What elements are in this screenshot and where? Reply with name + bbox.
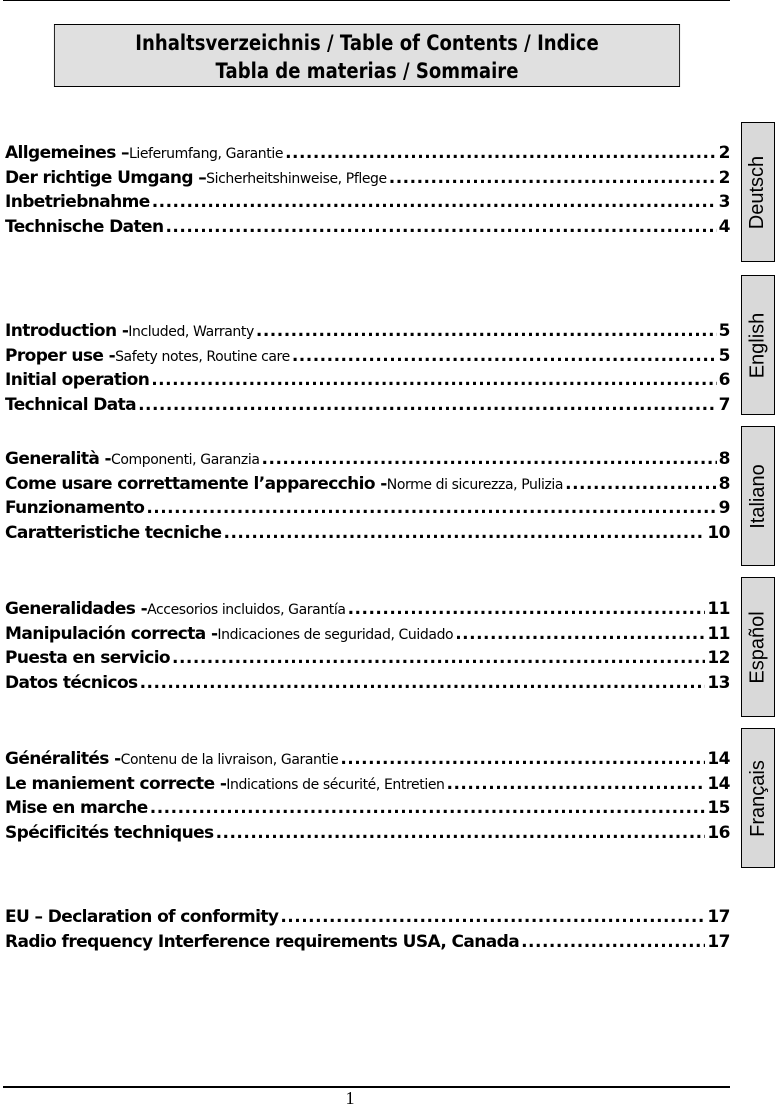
toc-entry-title: Technical Data bbox=[5, 394, 137, 415]
dot-leader bbox=[152, 192, 717, 212]
toc-entry-page-number: 9 bbox=[718, 498, 730, 518]
toc-entry bbox=[5, 217, 730, 242]
dot-leader bbox=[348, 599, 706, 619]
language-tab-label: Français bbox=[746, 759, 769, 837]
toc-entry-subtitle: Included, Warranty bbox=[128, 324, 254, 340]
toc-entry-title: Caratteristiche tecniche bbox=[5, 522, 222, 543]
toc-entry-title: Généralités - bbox=[5, 749, 121, 769]
dot-leader bbox=[150, 798, 706, 818]
dot-leader bbox=[389, 168, 717, 188]
toc-title-line-1: Inhaltsverzeichnis / Table of Contents / Indice bbox=[135, 31, 599, 55]
dot-leader bbox=[151, 370, 716, 390]
toc-entry-subtitle: Indications de sécurité, Entretien bbox=[226, 776, 445, 793]
toc-entry-title: Generalidades - bbox=[5, 599, 148, 619]
toc-section bbox=[5, 449, 730, 547]
dot-leader bbox=[146, 498, 716, 518]
toc-section bbox=[5, 321, 730, 419]
toc-entry bbox=[5, 774, 730, 799]
toc-entry-subtitle: Contenu de la livraison, Garantie bbox=[120, 752, 339, 768]
toc-entry bbox=[5, 599, 730, 624]
toc-entry-subtitle: Accesorios incluidos, Garantía bbox=[147, 602, 346, 618]
dot-leader bbox=[256, 321, 717, 341]
toc-entry bbox=[5, 449, 730, 474]
toc-entry bbox=[5, 370, 730, 395]
toc-entry-page-number: 12 bbox=[707, 648, 730, 668]
dot-leader bbox=[285, 143, 717, 163]
toc-entry-page-number: 8 bbox=[718, 473, 730, 494]
toc-entry-page-number: 15 bbox=[707, 798, 730, 818]
toc-entry bbox=[5, 798, 730, 823]
language-tab bbox=[741, 275, 775, 415]
toc-entry-page-number: 17 bbox=[707, 907, 730, 927]
toc-entry bbox=[5, 474, 730, 499]
toc-entry-title: EU – Declaration of conformity bbox=[5, 907, 279, 927]
toc-entry-subtitle: Componenti, Garanzia bbox=[111, 452, 260, 468]
toc-entry-title: Manipulación correcta - bbox=[5, 623, 218, 644]
dot-leader bbox=[140, 673, 706, 693]
toc-entry-title: Mise en marche bbox=[5, 798, 148, 818]
dot-leader bbox=[172, 648, 705, 668]
dot-leader bbox=[565, 474, 717, 494]
language-tab-label: Deutsch bbox=[746, 155, 769, 229]
toc-entry-subtitle: Sicherheitshinweise, Pflege bbox=[206, 170, 387, 187]
dot-leader bbox=[262, 449, 717, 469]
toc-entry bbox=[5, 823, 730, 848]
dot-leader bbox=[216, 823, 706, 843]
toc-entry-page-number: 11 bbox=[707, 599, 730, 619]
toc-entry-page-number: 17 bbox=[707, 931, 730, 952]
toc-entry-page-number: 4 bbox=[718, 216, 730, 237]
toc-entry bbox=[5, 143, 730, 168]
dot-leader bbox=[165, 217, 716, 237]
toc-entry-title: Datos técnicos bbox=[5, 672, 138, 693]
language-tab bbox=[741, 122, 775, 262]
toc-entry-page-number: 14 bbox=[707, 773, 730, 794]
toc-entry bbox=[5, 346, 730, 371]
toc-entry-page-number: 14 bbox=[707, 749, 730, 769]
toc-entry-page-number: 6 bbox=[718, 370, 730, 390]
toc-section bbox=[5, 599, 730, 697]
language-tab-label: Español bbox=[746, 610, 769, 684]
toc-entry bbox=[5, 192, 730, 217]
language-tab bbox=[741, 426, 775, 566]
toc-entry bbox=[5, 395, 730, 420]
dot-leader bbox=[447, 774, 706, 794]
toc-entry bbox=[5, 321, 730, 346]
dot-leader bbox=[223, 523, 705, 543]
toc-entry-title: Radio frequency Interference requirements USA, Canada bbox=[5, 931, 520, 952]
toc-entry-page-number: 8 bbox=[718, 449, 730, 469]
toc-entry-title: Technische Daten bbox=[5, 216, 164, 237]
language-tab bbox=[741, 577, 775, 717]
toc-entry bbox=[5, 648, 730, 673]
toc-entry bbox=[5, 624, 730, 649]
toc-entry-page-number: 2 bbox=[718, 143, 730, 163]
toc-entry-page-number: 5 bbox=[718, 321, 730, 341]
toc-entry-title: Inbetriebnahme bbox=[5, 192, 150, 212]
toc-entry-title: Introduction - bbox=[5, 321, 129, 341]
toc-entry-title: Spécificités techniques bbox=[5, 822, 214, 843]
toc-entry-title: Der richtige Umgang – bbox=[5, 167, 207, 188]
toc-entry-subtitle: Safety notes, Routine care bbox=[115, 348, 290, 365]
dot-leader bbox=[340, 749, 705, 769]
toc-entry bbox=[5, 523, 730, 548]
dot-leader bbox=[521, 932, 705, 952]
toc-entry-page-number: 10 bbox=[707, 522, 730, 543]
toc-entry-page-number: 5 bbox=[718, 345, 730, 366]
toc-entry-page-number: 11 bbox=[707, 623, 730, 644]
toc-entry bbox=[5, 673, 730, 698]
toc-entry-title: Le maniement correcte - bbox=[5, 773, 227, 794]
toc-entry-title: Puesta en servicio bbox=[5, 648, 171, 668]
toc-entry-title: Come usare correttamente l’apparecchio - bbox=[5, 473, 387, 494]
toc-entry-subtitle: Lieferumfang, Garantie bbox=[128, 146, 284, 162]
language-tab-label: English bbox=[746, 312, 769, 378]
toc-entry bbox=[5, 498, 730, 523]
dot-leader bbox=[292, 346, 717, 366]
toc-entry-page-number: 16 bbox=[707, 822, 730, 843]
toc-entry-title: Initial operation bbox=[5, 370, 150, 390]
dot-leader bbox=[138, 395, 717, 415]
toc-entry-subtitle: Norme di sicurezza, Pulizia bbox=[386, 476, 564, 493]
toc-section bbox=[5, 907, 730, 956]
toc-entry-title: Generalità - bbox=[5, 449, 111, 469]
toc-section bbox=[5, 143, 730, 241]
language-tab bbox=[741, 728, 775, 868]
toc-entry bbox=[5, 749, 730, 774]
dot-leader bbox=[280, 907, 705, 927]
toc-entry-title: Allgemeines – bbox=[5, 143, 129, 163]
toc-entry-subtitle: Indicaciones de seguridad, Cuidado bbox=[217, 626, 454, 643]
toc-entry bbox=[5, 168, 730, 193]
toc-entry bbox=[5, 907, 730, 932]
toc-entry-page-number: 3 bbox=[718, 192, 730, 212]
page-number: 1 bbox=[345, 1088, 355, 1108]
toc-entry-page-number: 2 bbox=[718, 167, 730, 188]
toc-entry-title: Funzionamento bbox=[5, 498, 145, 518]
top-rule bbox=[3, 0, 730, 1]
toc-entry-page-number: 13 bbox=[707, 672, 730, 693]
dot-leader bbox=[455, 624, 705, 644]
toc-title-box bbox=[54, 24, 680, 87]
toc-entry-page-number: 7 bbox=[718, 394, 730, 415]
toc-entry bbox=[5, 932, 730, 957]
toc-section bbox=[5, 749, 730, 847]
language-tab-label: Italiano bbox=[746, 463, 769, 529]
toc-title-line-2: Tabla de materias / Sommaire bbox=[215, 59, 519, 83]
toc-entry-title: Proper use - bbox=[5, 345, 116, 366]
